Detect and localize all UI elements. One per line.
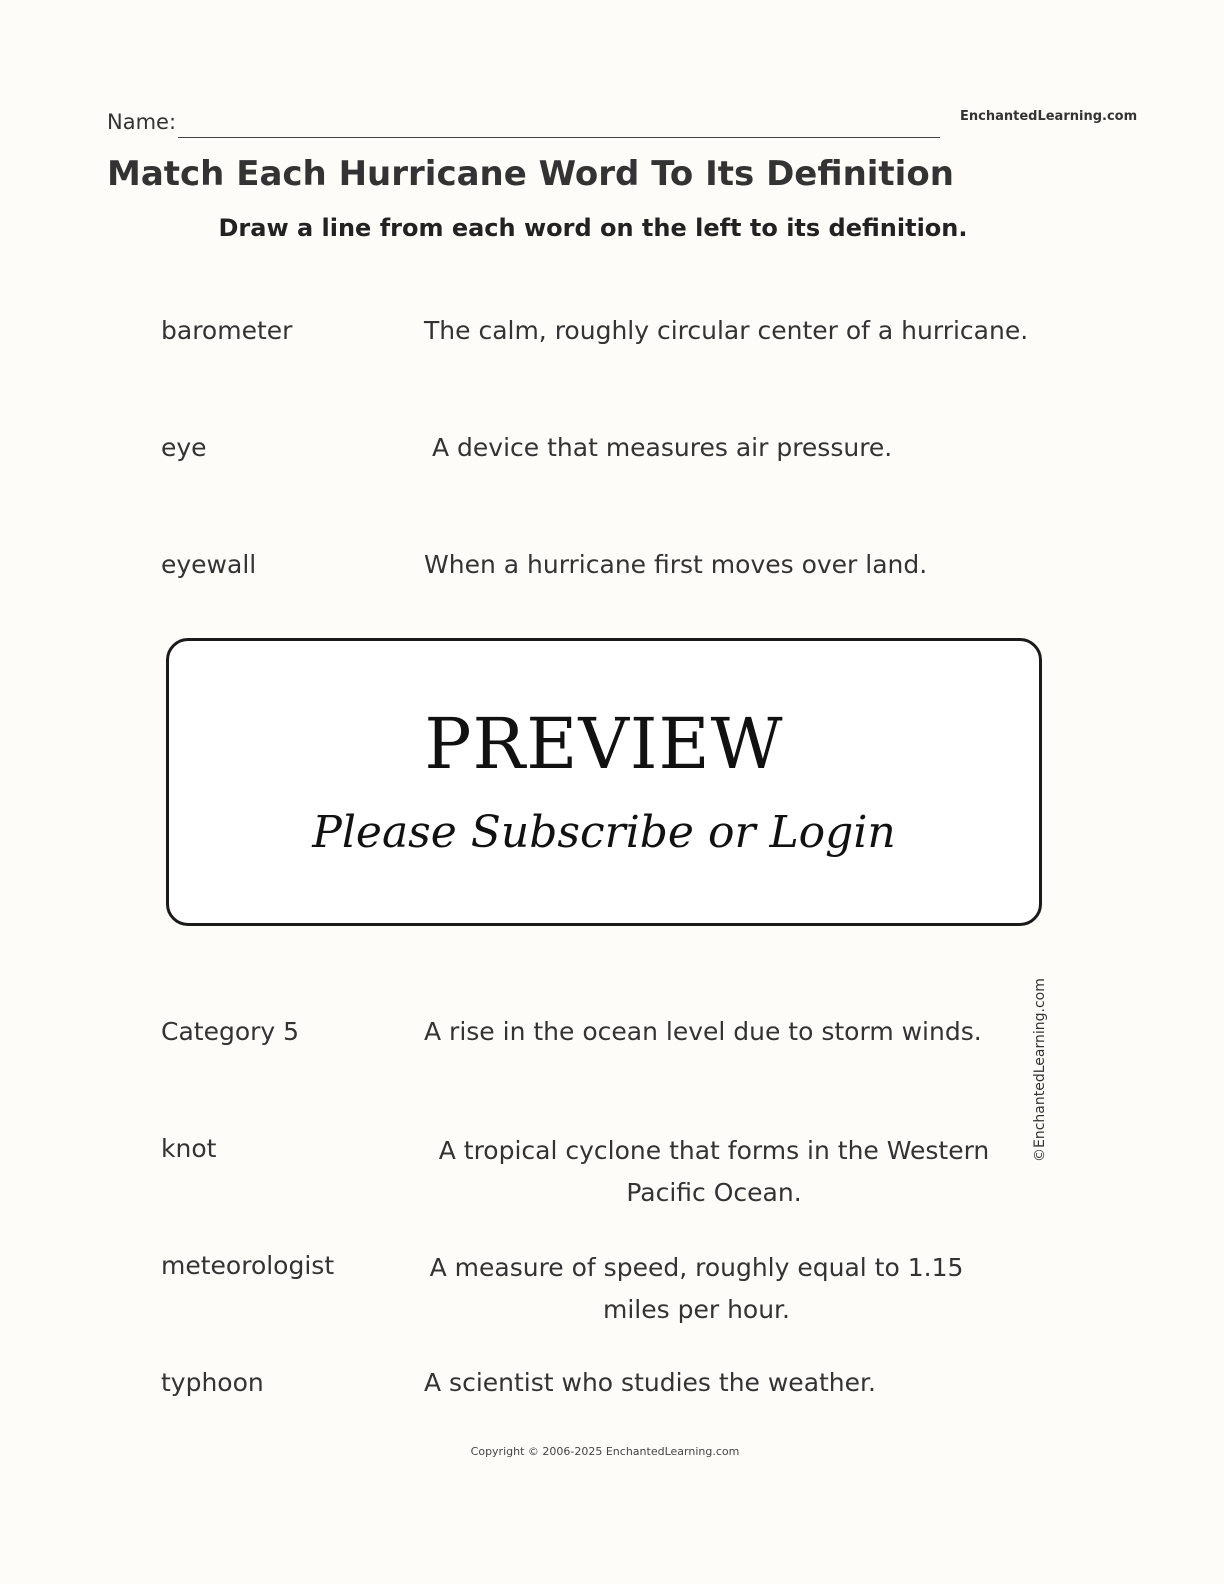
preview-subtitle: Please Subscribe or Login — [312, 807, 896, 858]
site-name: EnchantedLearning.com — [960, 109, 1138, 124]
definition-1: The calm, roughly circular center of a hurricane. — [424, 316, 1029, 345]
preview-overlay — [166, 638, 1042, 926]
definition-5: A tropical cyclone that forms in the Western Pacific Ocean. — [438, 1136, 990, 1207]
side-copyright: ©EnchantedLearning.com — [1032, 978, 1048, 1162]
preview-title: PREVIEW — [424, 703, 784, 785]
word-knot: knot — [161, 1134, 217, 1163]
definition-4: A rise in the ocean level due to storm winds. — [424, 1017, 982, 1046]
page-title: Match Each Hurricane Word To Its Definition — [107, 154, 954, 194]
definition-2: A device that measures air pressure. — [432, 433, 893, 462]
name-label: Name: — [107, 110, 177, 134]
definition-7: A scientist who studies the weather. — [424, 1368, 876, 1397]
word-barometer: barometer — [161, 316, 293, 345]
word-typhoon: typhoon — [161, 1368, 264, 1397]
word-category-5: Category 5 — [161, 1017, 300, 1046]
definition-3: When a hurricane first moves over land. — [424, 550, 928, 579]
definition-6: A measure of speed, roughly equal to 1.15 miles per hour. — [429, 1253, 964, 1324]
word-meteorologist: meteorologist — [161, 1251, 335, 1280]
word-eyewall: eyewall — [161, 550, 257, 579]
footer-copyright: Copyright © 2006-2025 EnchantedLearning.com — [470, 1445, 740, 1458]
word-eye: eye — [161, 433, 207, 462]
name-line — [178, 137, 940, 138]
instructions: Draw a line from each word on the left to its definition. — [218, 214, 968, 242]
